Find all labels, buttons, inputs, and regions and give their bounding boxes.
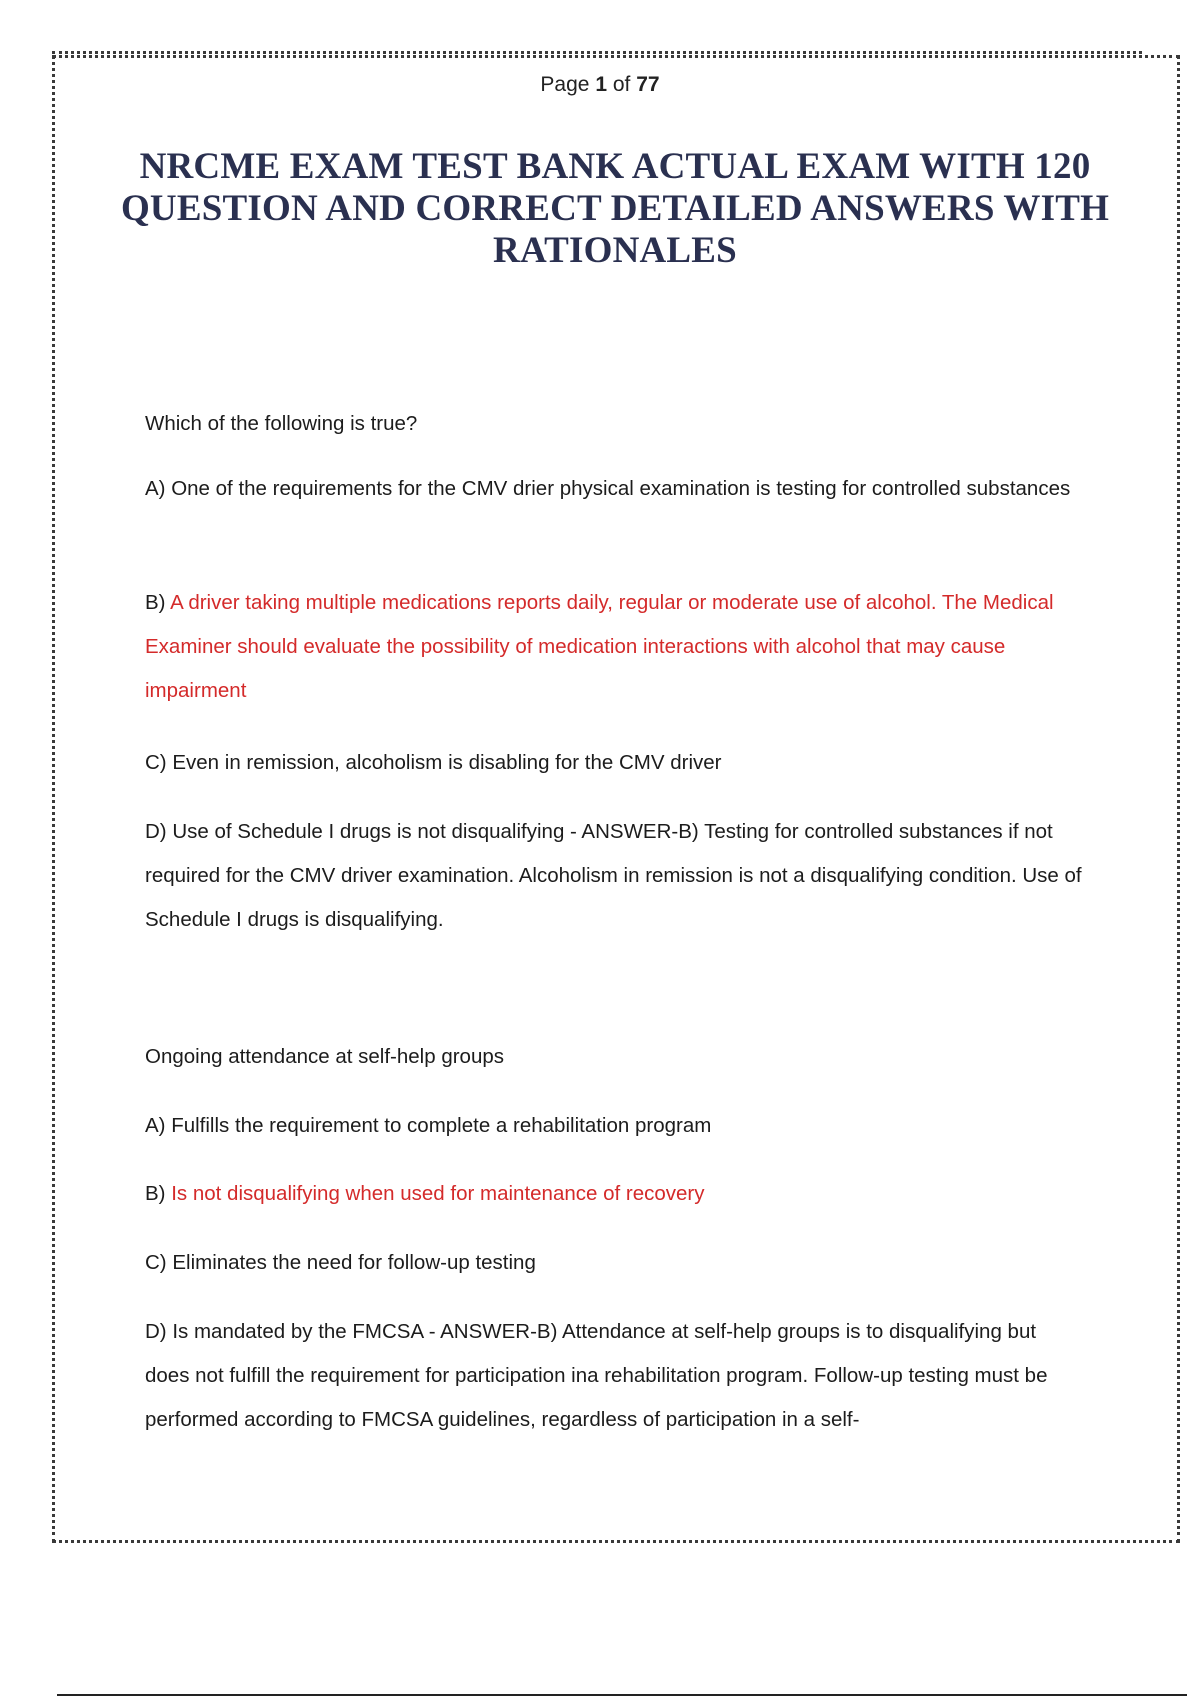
question-1-option-a [145, 467, 1085, 511]
option-text-with-rationale: Use of Schedule I drugs is not disqualifying - ANSWER-B) Testing for controlled substances if not required for the CMV driver examination. Alcoholism in remission is not a disqualifying condition. Use of Schedule I drugs is disqualifying. [145, 820, 1082, 931]
correct-answer-text: Is not disqualifying when used for maintenance of recovery [171, 1182, 705, 1205]
next-page-top-rule [57, 1694, 1187, 1696]
option-text-with-rationale: Is mandated by the FMCSA - ANSWER-B) Attendance at self-help groups is to disqualifying but does not fulfill the requirement for participation ina rehabilitation program. Follow-up testing must be performed according to FMCSA guidelines, regardless of participation in a self- [145, 1320, 1048, 1431]
page-current: 1 [595, 73, 607, 96]
question-2-option-d [145, 1310, 1085, 1442]
option-letter: D) [145, 820, 167, 843]
question-2-stem: Ongoing attendance at self-help groups [145, 1045, 505, 1068]
question-2-option-a [145, 1104, 1085, 1148]
page-of: of [612, 73, 631, 96]
correct-answer-text: A driver taking multiple medications reports daily, regular or moderate use of alcohol. The Medical Examiner should evaluate the possibility of medication interactions with alcohol that may cause impairment [145, 591, 1054, 702]
question-2-option-c [145, 1241, 1085, 1285]
option-letter: B) [145, 1182, 166, 1205]
option-letter: B) [145, 591, 166, 614]
document-title: NRCME EXAM TEST BANK ACTUAL EXAM WITH 120 QUESTION AND CORRECT DETAILED ANSWERS WITH RATIONALES [120, 146, 1110, 271]
option-letter: C) [145, 751, 167, 774]
question-1-option-b [145, 581, 1085, 713]
option-letter: A) [145, 1114, 166, 1137]
page-prefix: Page [540, 73, 590, 96]
option-text: Fulfills the requirement to complete a rehabilitation program [171, 1114, 712, 1137]
option-text: One of the requirements for the CMV drier physical examination is testing for controlled substances [171, 477, 1071, 500]
question-1-stem: Which of the following is true? [145, 412, 418, 435]
question-2-option-b [145, 1172, 1085, 1216]
option-letter: A) [145, 477, 166, 500]
option-text: Eliminates the need for follow-up testing [172, 1251, 536, 1274]
option-letter: C) [145, 1251, 167, 1274]
option-letter: D) [145, 1320, 167, 1343]
page-number [0, 73, 1200, 97]
question-1-option-c [145, 741, 1085, 785]
page-total: 77 [636, 73, 660, 96]
question-1-option-d [145, 810, 1085, 942]
option-text: Even in remission, alcoholism is disabling for the CMV driver [172, 751, 722, 774]
top-dotted-rule [52, 51, 1142, 54]
